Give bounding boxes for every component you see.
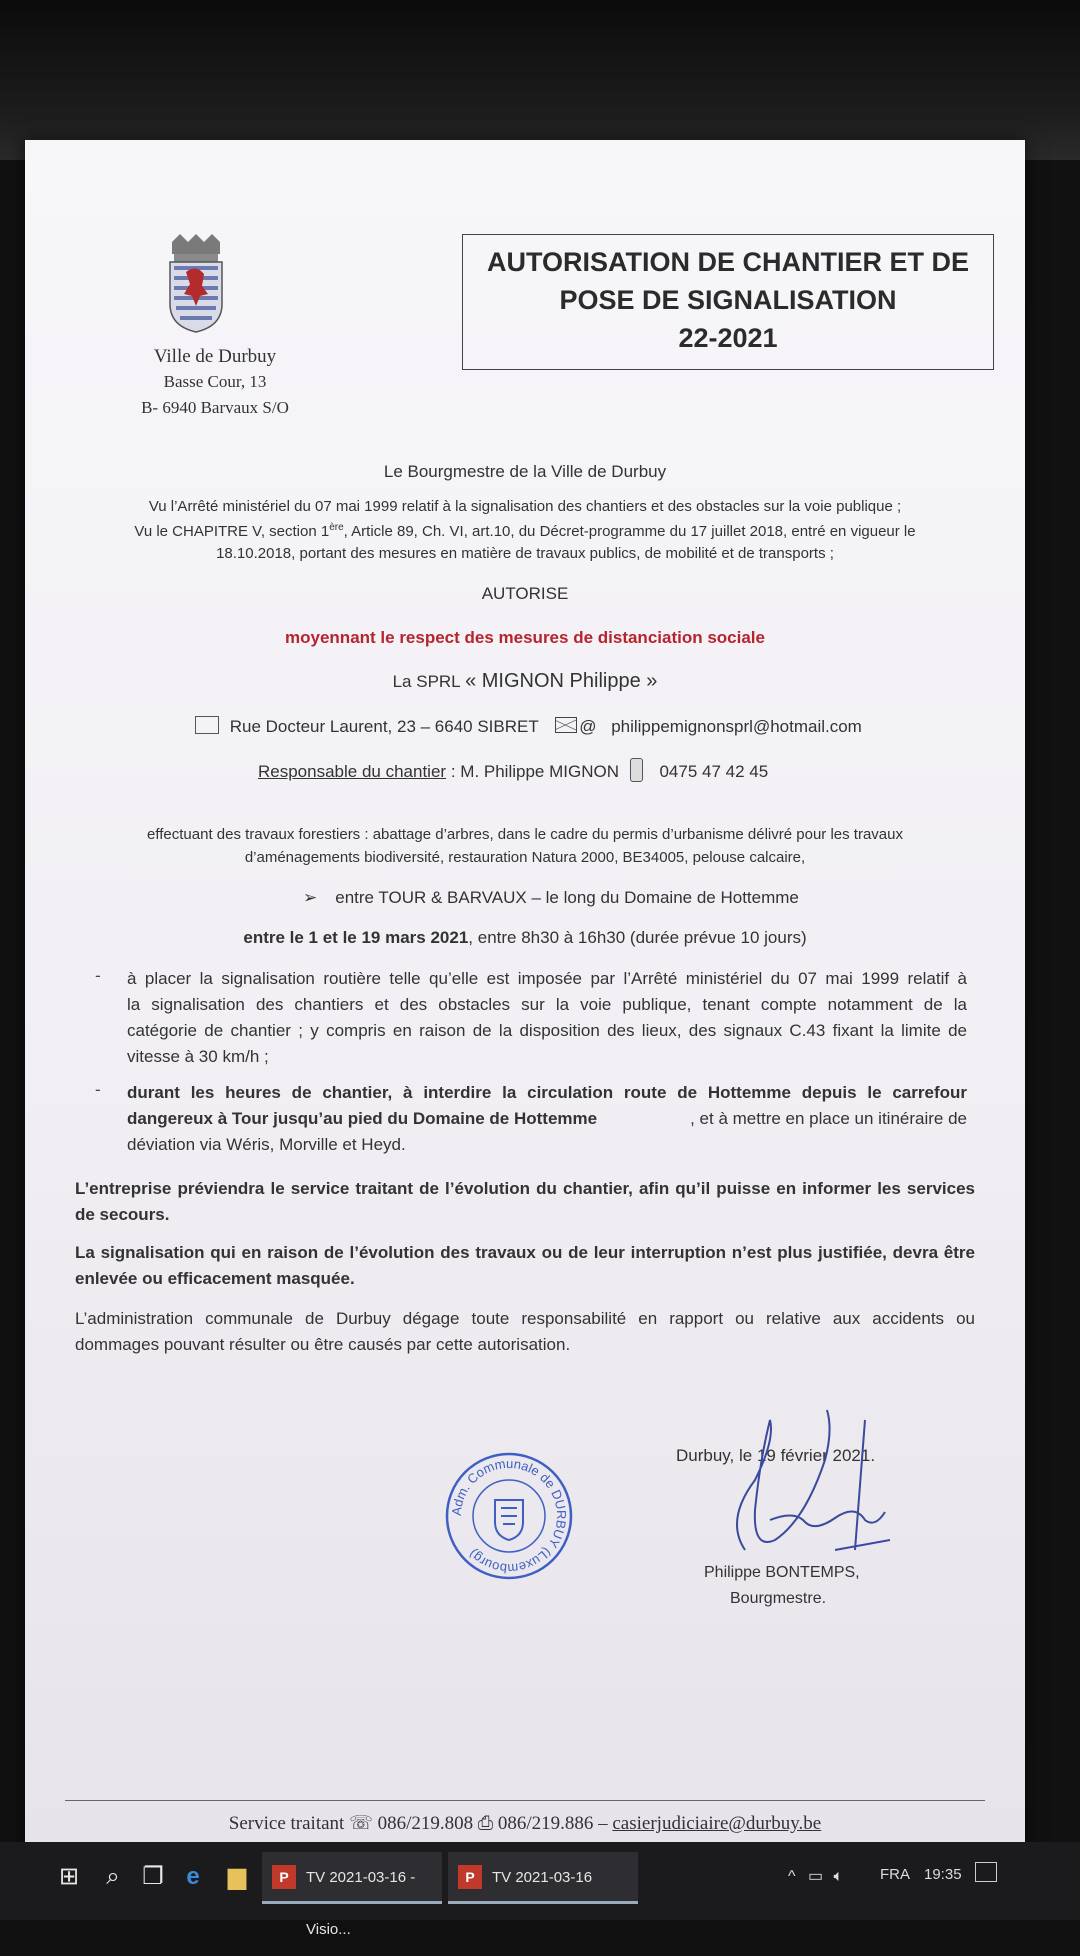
taskbar-app-visio[interactable]: P TV 2021-03-16 - Visio...: [262, 1852, 442, 1904]
works-line-2: d’aménagements biodiversité, restauration Natura 2000, BE34005, pelouse calcaire,: [244, 849, 806, 866]
phone-icon: ☏: [349, 1813, 373, 1834]
signatory-role: Bourgmestre.: [730, 1590, 827, 1607]
pdf-app-icon: P: [458, 1865, 482, 1889]
bullet-dash: -: [95, 1080, 101, 1099]
search-icon[interactable]: ⌕: [106, 1863, 120, 1890]
footer-phone: 086/219.808: [377, 1813, 474, 1834]
volume-icon[interactable]: 🔈︎: [833, 1868, 844, 1885]
task-view-icon[interactable]: ❐: [142, 1863, 164, 1890]
municipality-street: Basse Cour, 13: [163, 372, 267, 391]
mailbox-icon: [195, 716, 219, 734]
authorise-heading: AUTORISE: [481, 584, 569, 603]
footer-divider: [65, 1800, 985, 1801]
stamp-text: Adm. Communale de DURBUY (Luxembourg): [448, 1455, 570, 1577]
official-stamp: [443, 1450, 575, 1582]
bullet-dash: -: [95, 966, 101, 985]
fax-icon: ⎙: [477, 1813, 494, 1834]
responsible-phone: 0475 47 42 45: [659, 762, 769, 781]
envelope-icon: [555, 717, 577, 733]
document-page: [25, 140, 1025, 1860]
footer-service-line: Service traitant ☏ 086/219.808 ⎙ 086/219.886 – casierjudiciaire@durbuy.be: [228, 1813, 822, 1834]
input-language[interactable]: FRA: [880, 1866, 910, 1883]
windows-start-icon[interactable]: ⊞: [58, 1863, 80, 1890]
windows-taskbar: [0, 1842, 1080, 1938]
taskbar-app-document[interactable]: P TV 2021-03-16: [448, 1852, 638, 1904]
municipality-city: B- 6940 Barvaux S/O: [141, 398, 289, 417]
paragraph-notify: L’entreprise préviendra le service traitant de l’évolution du chantier, afin qu’il puisse en informer les services de secours.: [75, 1179, 975, 1224]
paragraph-removal: La signalisation qui en raison de l’évolution des travaux ou de leur interruption n’est plus justifiée, devra être enlevée ou efficacement masquée.: [75, 1243, 975, 1288]
show-hidden-icons-chevron-icon[interactable]: ^: [788, 1868, 796, 1885]
legal-line-3: 18.10.2018, portant des mesures en matière de travaux publics, de mobilité et de transports ;: [216, 545, 834, 562]
pdf-app-icon: P: [272, 1865, 296, 1889]
company-address: Rue Docteur Laurent, 23 – 6640 SIBRET: [229, 717, 539, 736]
responsible-line: Responsable du chantier : M. Philippe MIGNON 0475 47 42 45: [258, 758, 768, 782]
file-explorer-icon[interactable]: ▆: [227, 1863, 247, 1890]
signatory-name: Philippe BONTEMPS,: [704, 1564, 860, 1581]
legal-line-2: Vu le CHAPITRE V, section 1ère, Article 89, Ch. VI, art.10, du Décret-programme du 17 juillet 2018, entré en vigueur le: [134, 522, 916, 540]
edge-browser-icon[interactable]: e: [186, 1863, 200, 1890]
title-line-2: POSE DE SIGNALISATION: [559, 285, 897, 315]
handwritten-signature: [715, 1400, 905, 1590]
responsible-name: M. Philippe MIGNON: [460, 762, 619, 781]
responsible-label: Responsable du chantier: [258, 762, 447, 781]
legal-line-1: Vu l’Arrêté ministériel du 07 mai 1999 relatif à la signalisation des chantiers et des obstacles sur la voie publique ;: [148, 498, 902, 515]
location-line: ➢ entre TOUR & BARVAUX – le long du Domaine de Hottemme: [303, 888, 799, 907]
dates-line: entre le 1 et le 19 mars 2021, entre 8h30 à 16h30 (durée prévue 10 jours): [243, 928, 807, 947]
network-icon[interactable]: ▭: [807, 1868, 824, 1885]
social-distancing-note: moyennant le respect des mesures de distanciation sociale: [285, 628, 765, 647]
title-line-1: AUTORISATION DE CHANTIER ET DE: [486, 247, 970, 277]
signature-place-date: Durbuy, le 19 février 2021.: [676, 1446, 876, 1465]
system-clock[interactable]: 19:35: [924, 1866, 962, 1883]
bullet-signalisation: à placer la signalisation routière telle qu’elle est imposée par l’Arrêté ministériel du 07 mai 1999 relatif à la signalisation des chantiers et des obstacles sur la voie publique, tenant compte notamment de la catégorie de chantier ; y compris en raison de la disposition des lieux, des signaux C.43 fixant la limite de vitesse à 30 km/h ;: [127, 969, 967, 1066]
system-tray-icons[interactable]: [788, 1866, 843, 1886]
authorization-number: 22-2021: [678, 323, 778, 353]
bullet-circulation: durant les heures de chantier, à interdire la circulation route de Hottemme depuis le carrefour dangereux à Tour jusqu’au pied du Domaine de Hottemme , et à mettre en place un itinéraire de déviation via Wéris, Morville et Heyd.: [127, 1083, 967, 1154]
mobile-phone-icon: [630, 758, 643, 782]
municipality-name: Ville de Durbuy: [153, 346, 277, 367]
paragraph-liability: L’administration communale de Durbuy dégage toute responsabilité en rapport ou relative aux accidents ou dommages pouvant résulter ou être causés par cette autorisation.: [75, 1309, 975, 1354]
monitor-bezel: [0, 0, 1080, 160]
at-sign: @: [579, 717, 597, 736]
footer-fax: 086/219.886: [497, 1813, 594, 1834]
arrow-bullet-icon: ➢: [303, 888, 318, 907]
company-line: La SPRL « MIGNON Philippe »: [392, 670, 658, 692]
contact-line: [195, 716, 862, 737]
footer-email[interactable]: casierjudiciaire@durbuy.be: [612, 1813, 822, 1834]
authority-line: Le Bourgmestre de la Ville de Durbuy: [383, 462, 667, 481]
document-title-box: [462, 234, 994, 370]
works-line-1: effectuant des travaux forestiers : abattage d’arbres, dans le cadre du permis d’urbanisme délivré pour les travaux: [147, 826, 903, 843]
coat-of-arms-icon: [166, 234, 226, 334]
company-email[interactable]: philippemignonsprl@hotmail.com: [611, 717, 862, 736]
notifications-icon[interactable]: [975, 1862, 997, 1882]
